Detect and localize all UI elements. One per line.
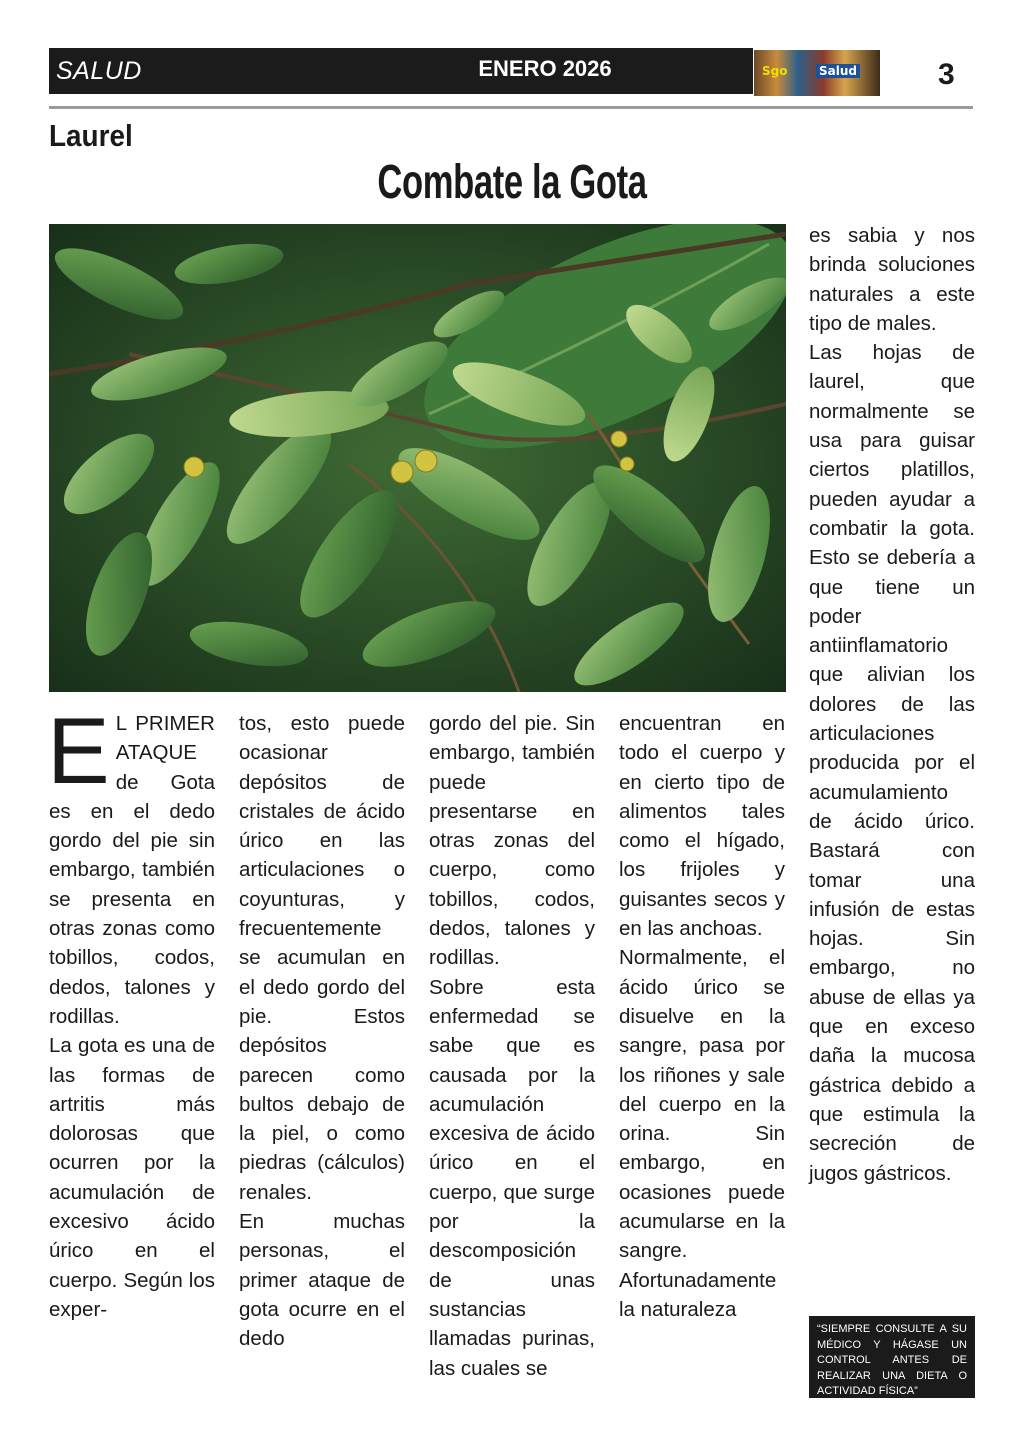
article-column-4 <box>619 709 785 1324</box>
laurel-leaves-illustration <box>49 224 786 692</box>
page-number: 3 <box>938 58 955 91</box>
article-column-3 <box>429 709 595 1383</box>
article-paragraph: tos, esto puede ocasionar depósitos de cristales de ácido úrico en las articulaciones o coyunturas, y frecuentemente se acumulan en el dedo gordo del pie. Estos depósitos parecen como bultos debajo de la piel, o como piedras (cálculos) renales. <box>239 712 405 1204</box>
article-column-2 <box>239 709 405 1354</box>
article-paragraph: Normalmente, el ácido úrico se disuelve en la sangre, pasa por los riñones y sale del cuerpo en la orina. Sin embargo, en ocasiones puede acumularse en la sangre. Afortunadamente la naturaleza <box>619 946 785 1321</box>
article-headline: Combate la Gota <box>377 156 647 209</box>
article-paragraph: En muchas personas, el primer ataque de gota ocurre en el dedo <box>239 1210 405 1351</box>
article-column-5 <box>809 221 975 1188</box>
logo-text-left: Sgo <box>762 64 788 78</box>
article-paragraph: encuentran en todo el cuerpo y en cierto tipo de alimentos tales como el hígado, los frijoles y guisantes secos y en las anchoas. <box>619 712 785 941</box>
logo-text-right: Salud <box>816 64 860 78</box>
article-paragraph: gordo del pie. Sin embargo, también puede presentarse en otras zonas del cuerpo, como tobillos, codos, dedos, talones y rodillas. <box>429 712 595 970</box>
issue-date: ENERO 2026 <box>478 56 612 81</box>
advice-box: “SIEMPRE CONSULTE A SU MÉDICO Y HÁGASE UN CONTROL ANTES DE REALIZAR UNA DIETA O ACTIVIDAD FÍSICA” <box>809 1316 975 1398</box>
article-paragraph: Sobre esta enfermedad se sabe que es causada por la acumulación excesiva de ácido úrico en el cuerpo, que surge por la descomposición de unas sustancias llamadas purinas, las cuales se <box>429 975 595 1380</box>
publication-logo <box>754 50 880 96</box>
section-label: SALUD <box>56 57 142 85</box>
article-column-1 <box>47 698 215 1324</box>
laurel-photo <box>49 224 786 692</box>
article-paragraph: es sabia y nos brinda soluciones naturales a este tipo de males. <box>809 224 975 335</box>
article-kicker: Laurel <box>49 118 133 153</box>
dropcap: E <box>47 698 110 803</box>
article-paragraph: Las hojas de laurel, que normalmente se usa para guisar ciertos platillos, pueden ayudar a combatir la gota. Esto se debería a que tiene un poder antiinflamatorio que alivian los dolores de las articulaciones producida por el acumulamiento de ácido úrico. Bastará con tomar una infusión de estas hojas. Sin embargo, no abuse de ellas ya que en exceso daña la mucosa gástrica debido a que estimula la secreción de jugos gástricos. <box>809 341 975 1185</box>
article-paragraph: L PRIMER ATAQUE de Gota es en el dedo gordo del pie sin embargo, también se presenta en otras zonas como tobillos, codos, dedos, talones y rodillas. <box>49 712 215 1028</box>
article-paragraph: La gota es una de las formas de artritis más dolorosas que ocurren por la acumulación de excesivo ácido úrico en el cuerpo. Según los exper- <box>49 1034 215 1321</box>
header-rule <box>49 106 973 109</box>
